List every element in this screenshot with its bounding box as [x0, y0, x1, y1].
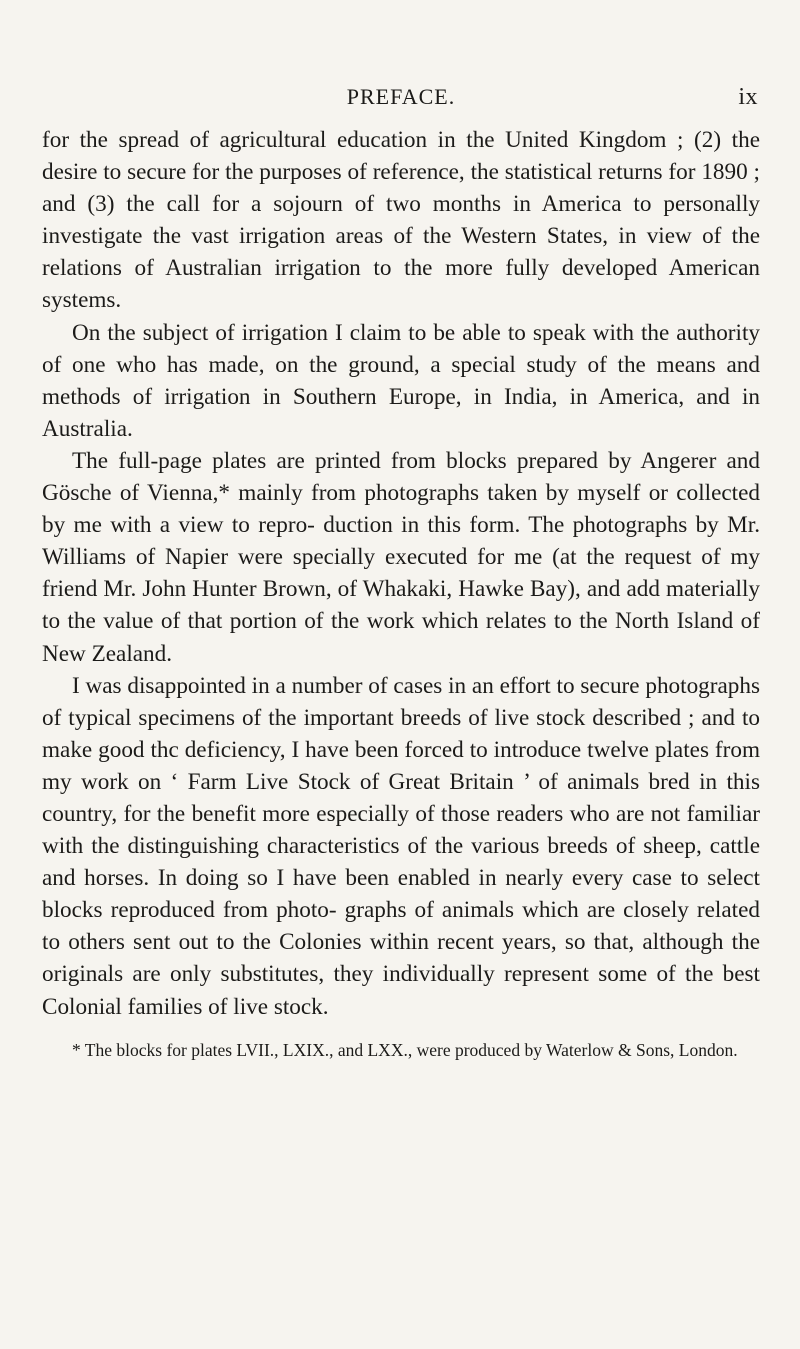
running-title: PREFACE.: [346, 84, 456, 109]
paragraph-irrigation: On the subject of irrigation I claim to be able to speak with the authority of one who has made, on the ground, a special study of the means and methods of irrigation in Southern Europe, in India, in America, and in Australia.: [42, 319, 760, 442]
paragraph-plates: The full-page plates are printed from blocks prepared by Angerer and Gösche of Vienna,* mainly from photographs taken by myself or collected by me with a view to repro- duction in this form. The photographs by Mr. Williams of Napier were specially executed for me (at the request of my friend Mr. John Hunter Brown, of Whakaki, Hawke Bay), and add materially to the value of that portion of the work which relates to the North Island of New Zealand.: [42, 447, 760, 667]
footnote: * The blocks for plates LVII., LXIX., and LXX., were produced by Waterlow & Sons, London.: [72, 1039, 738, 1060]
page-number: ix: [738, 84, 758, 110]
body-text: [42, 124, 760, 1023]
running-head: [42, 84, 760, 124]
paragraph-live-stock: I was disappointed in a number of cases in an effort to secure photographs of typical specimens of the important breeds of live stock described ; and to make good thc deficiency, I have been forced to introduce twelve plates from my work on ‘ Farm Live Stock of Great Britain ’ of animals bred in this country, for the benefit more especially of those readers who are not familiar with the distinguishing characteristics of the various breeds of sheep, cattle and horses. In doing so I have been enabled in nearly every case to select blocks reproduced from photo- graphs of animals which are closely related to others sent out to the Colonies within recent years, so that, although the originals are only substitutes, they individually represent some of the best Colonial families of live stock.: [42, 672, 760, 1020]
paragraph-continued: for the spread of agricultural education in the United Kingdom ; (2) the desire to secure for the purposes of reference, the statistical returns for 1890 ; and (3) the call for a sojourn of two months in America to personally investigate the vast irrigation areas of the Western States, in view of the relations of Australian irrigation to the more fully developed American systems.: [42, 127, 760, 314]
